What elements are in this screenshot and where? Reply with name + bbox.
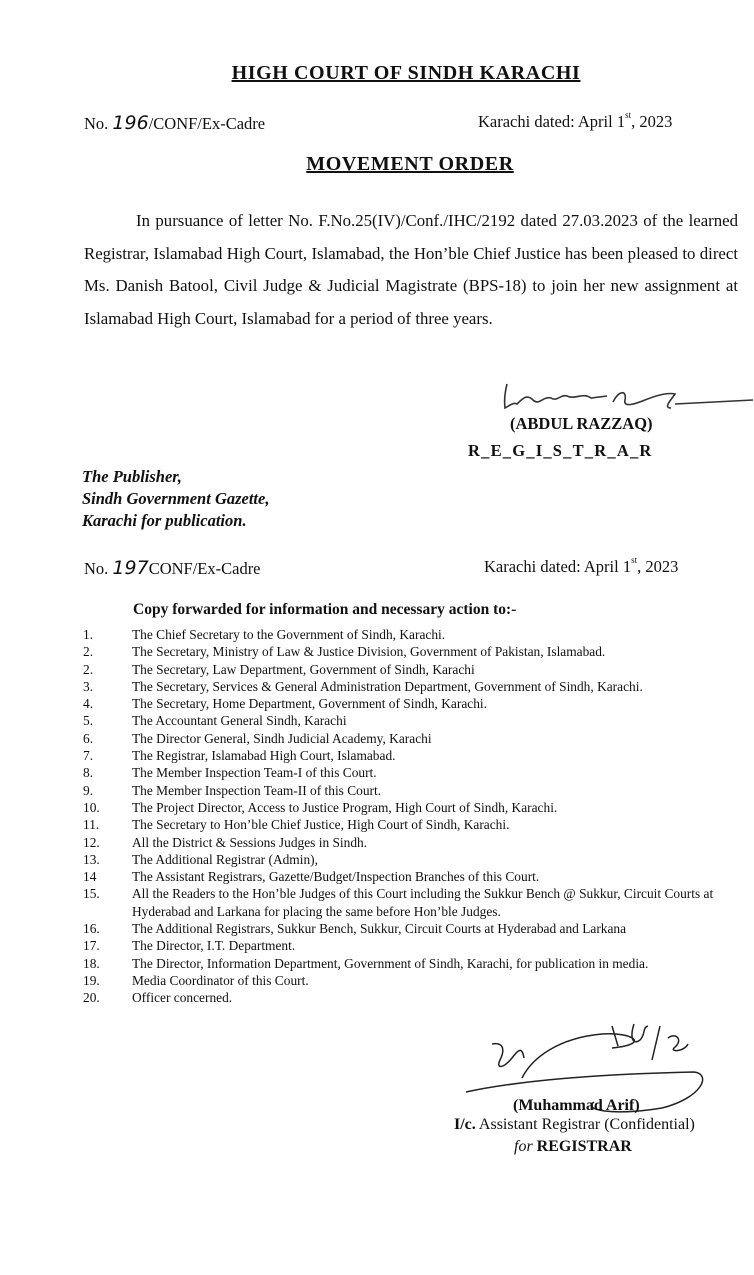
date-suffix: st bbox=[625, 110, 632, 120]
list-item bbox=[83, 626, 743, 643]
list-item-number: 1. bbox=[83, 627, 94, 642]
signatory-designation bbox=[454, 1116, 695, 1134]
list-item bbox=[83, 989, 743, 1006]
list-item bbox=[83, 712, 743, 729]
list-item-number: 19. bbox=[83, 972, 100, 988]
date-label: Karachi dated: bbox=[484, 557, 581, 576]
list-item-number: 11. bbox=[83, 817, 100, 833]
list-item bbox=[83, 782, 743, 799]
list-item-text: The Project Director, Access to Justice Program, High Court of Sindh, Karachi. bbox=[132, 799, 558, 815]
list-item-number: 17. bbox=[83, 938, 100, 954]
list-item-number: 18. bbox=[83, 955, 100, 971]
for-title: REGISTRAR bbox=[536, 1138, 632, 1155]
list-item-number: 12. bbox=[83, 834, 100, 850]
list-item-text: The Additional Registrars, Sukkur Bench, Sukkur, Circuit Courts at Hyderabad and Larkana bbox=[132, 921, 627, 937]
list-item-text: The Secretary, Ministry of Law & Justice Division, Government of Pakistan, Islamabad. bbox=[132, 644, 606, 660]
list-item-text: The Director, I.T. Department. bbox=[132, 938, 296, 954]
list-item bbox=[83, 955, 743, 972]
list-item-text: The Assistant Registrars, Gazette/Budget/Inspection Branches of this Court. bbox=[132, 869, 540, 885]
list-item-number: 7. bbox=[83, 748, 94, 764]
list-item bbox=[83, 730, 743, 747]
for-word: for bbox=[514, 1138, 533, 1155]
list-item bbox=[83, 920, 743, 937]
list-item-text: Media Coordinator of this Court. bbox=[132, 972, 309, 988]
handwritten-reference-number: 196 bbox=[112, 112, 149, 134]
signatory-designation: R_E_G_I_S_T_R_A_R bbox=[468, 441, 653, 460]
list-item bbox=[83, 643, 743, 660]
list-item bbox=[83, 747, 743, 764]
date-year: , 2023 bbox=[637, 557, 679, 576]
list-item bbox=[83, 764, 743, 781]
list-item-text: The Registrar, Islamabad High Court, Islamabad. bbox=[132, 748, 396, 764]
list-item-text: All the District & Sessions Judges in Sindh. bbox=[132, 834, 368, 850]
for-registrar bbox=[514, 1138, 632, 1156]
list-item-number: 13. bbox=[83, 851, 100, 867]
list-item-number: 3. bbox=[83, 678, 94, 694]
list-item bbox=[83, 678, 743, 695]
list-item-number: 2. bbox=[83, 661, 94, 677]
list-item-text: The Chief Secretary to the Government of Sindh, Karachi. bbox=[132, 627, 446, 642]
reference-prefix: No. bbox=[84, 559, 109, 578]
list-item bbox=[83, 695, 743, 712]
list-item-number: 5. bbox=[83, 713, 94, 729]
order-date bbox=[478, 112, 672, 132]
handwritten-reference-number: 197 bbox=[112, 557, 149, 579]
court-name: HIGH COURT OF SINDH KARACHI bbox=[231, 62, 581, 84]
list-item-text: The Director General, Sindh Judicial Academy, Karachi bbox=[132, 730, 432, 746]
date-month: April 1 bbox=[583, 557, 632, 576]
list-item-number: 8. bbox=[83, 765, 94, 781]
list-item bbox=[83, 799, 743, 816]
date-month: April 1 bbox=[577, 112, 626, 131]
order-title: MOVEMENT ORDER bbox=[306, 153, 514, 175]
list-item-text: The Member Inspection Team-II of this Court. bbox=[132, 782, 382, 798]
list-item-text: The Secretary, Home Department, Government of Sindh, Karachi. bbox=[132, 696, 487, 712]
reference-prefix: No. bbox=[84, 114, 109, 133]
list-item bbox=[83, 937, 743, 954]
date-suffix: st bbox=[631, 555, 638, 565]
list-item-text: Officer concerned. bbox=[132, 990, 233, 1006]
list-item-number: 10. bbox=[83, 799, 100, 815]
list-item bbox=[83, 972, 743, 989]
list-item-number: 9. bbox=[83, 782, 94, 798]
list-item-number: 16. bbox=[83, 921, 100, 937]
list-item bbox=[83, 885, 743, 920]
order-body: In pursuance of letter No. F.No.25(IV)/Conf./IHC/2192 dated 27.03.2023 of the learned Registrar, Islamabad High Court, Islamabad, the Hon’ble Chief Justice has been pleased to direct Ms. Danish Batool, Civil Judge & Judicial Magistrate (BPS-18) to join her new assignment at Islamabad High Court, Islamabad for a period of three years. bbox=[84, 211, 738, 328]
list-item-text: The Additional Registrar (Admin), bbox=[132, 851, 318, 867]
list-item-text: The Secretary to Hon’ble Chief Justice, High Court of Sindh, Karachi. bbox=[132, 817, 510, 833]
list-item-text: The Director, Information Department, Government of Sindh, Karachi, for publication in media. bbox=[132, 955, 649, 971]
date-label: Karachi dated: bbox=[478, 112, 575, 131]
list-item bbox=[83, 816, 743, 833]
copy-heading: Copy forwarded for information and necessary action to:- bbox=[133, 601, 517, 618]
list-item-number: 15. bbox=[83, 886, 100, 902]
list-item-number: 4. bbox=[83, 696, 94, 712]
list-item bbox=[83, 851, 743, 868]
reference-number bbox=[84, 112, 265, 134]
reference-suffix: CONF/Ex-Cadre bbox=[148, 559, 261, 578]
list-item bbox=[83, 834, 743, 851]
distribution-list bbox=[83, 626, 743, 1007]
publisher-address bbox=[82, 466, 269, 532]
list-item-number: 6. bbox=[83, 730, 94, 746]
publisher-line: The Publisher, bbox=[82, 467, 182, 486]
list-item-text: The Accountant General Sindh, Karachi bbox=[132, 713, 347, 729]
publisher-line: Sindh Government Gazette, bbox=[82, 489, 270, 508]
publisher-line: Karachi for publication. bbox=[82, 511, 247, 530]
reference-suffix: /CONF/Ex-Cadre bbox=[148, 114, 266, 133]
list-item-text: The Member Inspection Team-I of this Court. bbox=[132, 765, 377, 781]
list-item-text: The Secretary, Law Department, Government of Sindh, Karachi bbox=[132, 661, 475, 677]
copy-date bbox=[484, 557, 678, 577]
list-item bbox=[83, 661, 743, 678]
copy-reference-number bbox=[84, 557, 261, 579]
signatory-name: (Muhammad Arif) bbox=[513, 1097, 640, 1114]
designation-text: Assistant Registrar (Confidential) bbox=[478, 1116, 695, 1133]
list-item-text: All the Readers to the Hon’ble Judges of this Court including the Sukkur Bench @ Sukkur, Circuit Courts at Hyderabad and Larkana for placing the same before Hon’ble Judges. bbox=[132, 886, 714, 919]
list-item-text: The Secretary, Services & General Administration Department, Government of Sindh, Karachi. bbox=[132, 678, 643, 694]
designation-prefix: I/c. bbox=[454, 1116, 476, 1133]
list-item-number: 20. bbox=[83, 990, 100, 1006]
list-item-number: 14 bbox=[83, 869, 97, 885]
list-item bbox=[83, 868, 743, 885]
registrar-signature bbox=[495, 378, 754, 418]
date-year: , 2023 bbox=[631, 112, 673, 131]
signatory-name: (ABDUL RAZZAQ) bbox=[510, 414, 653, 433]
list-item-number: 2. bbox=[83, 644, 94, 660]
